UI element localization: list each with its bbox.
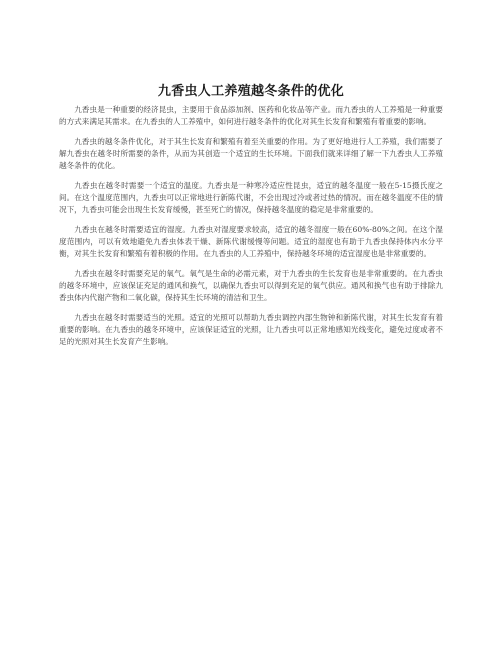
paragraph-1: 九香虫是一种重要的经济昆虫，主要用于食品添加剂、医药和化妆品等产业。而九香虫的人工养殖是一种重要的方式来满足其需求。在九香虫的人工养殖中，如何进行越冬条件的优化对其生长发育和繁殖有着重要的影响。 — [59, 105, 443, 126]
paragraph-3: 九香虫在越冬时需要一个适宜的温度。九香虫是一种寒冷适应性昆虫，适宜的越冬温度一般在5-15摄氏度之间。在这个温度范围内，九香虫可以正常地进行新陈代谢，不会出现过冷或者过热的情况。而在越冬温度不佳的情况下，九香虫可能会出现生长发育缓慢，甚至死亡的情况，保持越冬温度的稳定是非常重要的。 — [59, 181, 443, 214]
paragraph-5: 九香虫在越冬时需要充足的氧气。氧气是生命的必需元素，对于九香虫的生长发育也是非常重要的。在九香虫的越冬环境中，应该保证充足的通风和换气，以确保九香虫可以得到充足的氧气供应。通风和换气也有助于排除九香虫体内代谢产物和二氧化碳，保持其生长环境的清洁和卫生。 — [59, 269, 443, 302]
document-title: 九香虫人工养殖越冬条件的优化 — [157, 84, 345, 99]
paragraph-2: 九香虫的越冬条件优化，对于其生长发育和繁殖有着至关重要的作用。为了更好地进行人工养殖，我们需要了解九香虫在越冬时所需要的条件，从而为其创造一个适宜的生长环境。下面我们就来详细了解一下九香虫人工养殖越冬条件的优化。 — [59, 137, 443, 170]
document-body — [59, 104, 443, 356]
paragraph-6: 九香虫在越冬时需要适当的光照。适宜的光照可以帮助九香虫调控内部生物钟和新陈代谢，对其生长发育有着重要的影响。在九香虫的越冬环境中，应该保证适宜的光照，让九香虫可以正常地感知光线变化，避免过度或者不足的光照对其生长发育产生影响。 — [59, 313, 443, 346]
paragraph-4: 九香虫在越冬时需要适宜的湿度。九香虫对湿度要求较高，适宜的越冬湿度一般在60%-80%之间。在这个湿度范围内，可以有效地避免九香虫体表干燥、新陈代谢缓慢等问题。适宜的湿度也有助于九香虫保持体内水分平衡，对其生长发育和繁殖有着积极的作用。在九香虫的人工养殖中，保持越冬环境的适宜湿度也是非常重要的。 — [59, 225, 443, 258]
